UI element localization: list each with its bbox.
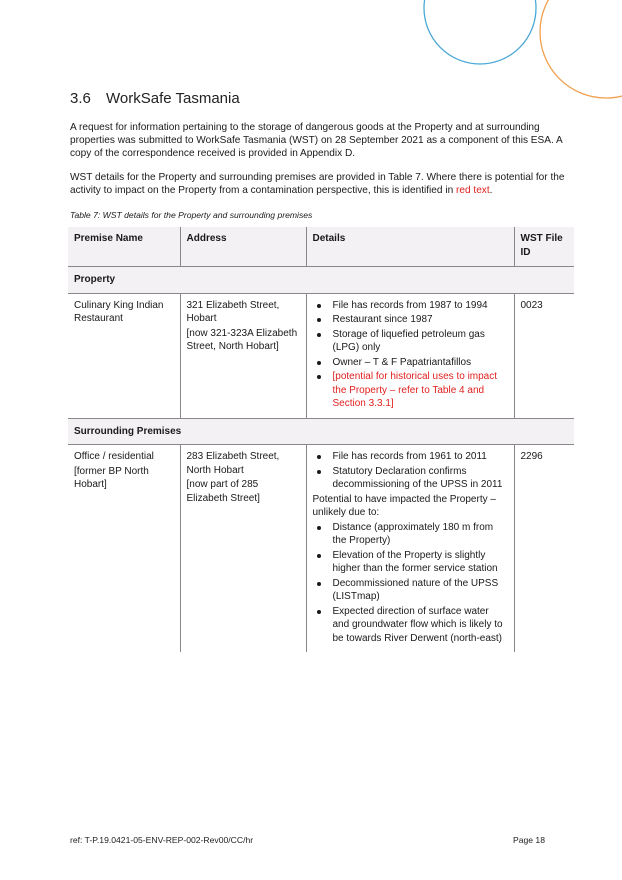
- table-intro-end: .: [489, 185, 493, 196]
- table-row: [68, 445, 574, 653]
- wst-table: [68, 227, 574, 652]
- table-caption: Table 7: WST details for the Property and surrounding premises: [70, 210, 313, 220]
- section-row-surrounding: [68, 418, 574, 445]
- section-row-property: [68, 267, 574, 294]
- premise-note: [former BP North Hobart]: [74, 465, 149, 490]
- detail-bullet-red: [potential for historical uses to impact the Property – refer to Table 4 and Section 3.3.1]: [313, 370, 508, 411]
- table-header-row: [68, 227, 574, 267]
- header-details: Details: [306, 227, 514, 267]
- header-wst-file-id: WST File ID: [514, 227, 574, 267]
- premise-cell: [68, 293, 180, 418]
- table-intro-paragraph: [70, 171, 575, 197]
- details-cell: [306, 445, 514, 653]
- section-title: WorkSafe Tasmania: [106, 90, 240, 107]
- section-label: Surrounding Premises: [68, 418, 574, 445]
- footer-reference: ref: T-P.19.0421-05-ENV-REP-002-Rev00/CC/hr: [70, 835, 254, 845]
- blue-arc: [424, 0, 536, 64]
- premise-name: Office / residential: [74, 451, 154, 462]
- premise-name: Culinary King Indian Restaurant: [74, 299, 164, 324]
- address-line: 283 Elizabeth Street, North Hobart: [186, 451, 280, 476]
- orange-arc: [540, 0, 622, 98]
- detail-bullet: Expected direction of surface water and groundwater flow which is likely to be towards River Derwent (north-east): [313, 605, 508, 646]
- file-id-cell: 0023: [514, 293, 574, 418]
- detail-bullet: Decommissioned nature of the UPSS (LISTmap): [313, 577, 508, 604]
- detail-bullet: File has records from 1961 to 2011: [313, 450, 508, 464]
- header-premise-name: Premise Name: [68, 227, 180, 267]
- table-intro-text: WST details for the Property and surrounding premises are provided in Table 7. Where there is potential for the activity to impact on the Property from a contamination perspective, this is identified in: [70, 172, 565, 196]
- header-address: Address: [180, 227, 306, 267]
- section-number: 3.6: [70, 90, 91, 107]
- section-heading: [70, 90, 240, 107]
- address-note: [now part of 285 Elizabeth Street]: [186, 479, 260, 504]
- address-cell: [180, 445, 306, 653]
- page-number: Page 18: [512, 835, 545, 845]
- premise-cell: [68, 445, 180, 653]
- section-label: Property: [68, 267, 574, 294]
- intro-paragraph: A request for information pertaining to the storage of dangerous goods at the Property and at surrounding properties was submitted to WorkSafe Tasmania (WST) on 28 September 2021 as a component of this ESA. A copy of the correspondence received is provided in Appendix D.: [70, 122, 563, 159]
- detail-bullet: Storage of liquefied petroleum gas (LPG) only: [313, 328, 508, 355]
- red-text-highlight: red text: [456, 185, 490, 196]
- detail-bullet: Elevation of the Property is slightly higher than the former service station: [313, 549, 508, 576]
- address-note: [now 321-323A Elizabeth Street, North Hobart]: [186, 327, 298, 352]
- file-id-cell: 2296: [514, 445, 574, 653]
- detail-bullet: File has records from 1987 to 1994: [313, 299, 508, 313]
- address-cell: [180, 293, 306, 418]
- detail-bullet: Distance (approximately 180 m from the Property): [313, 521, 508, 548]
- address-line: 321 Elizabeth Street, Hobart: [186, 299, 280, 324]
- detail-bullet: Statutory Declaration confirms decommissioning of the UPSS in 2011: [313, 465, 508, 492]
- details-cell: [306, 293, 514, 418]
- detail-bullet: Owner – T & F Papatriantafillos: [313, 356, 508, 370]
- detail-bullet: Restaurant since 1987: [313, 313, 508, 327]
- table-row: [68, 293, 574, 418]
- detail-text: Potential to have impacted the Property – unlikely due to:: [312, 493, 496, 518]
